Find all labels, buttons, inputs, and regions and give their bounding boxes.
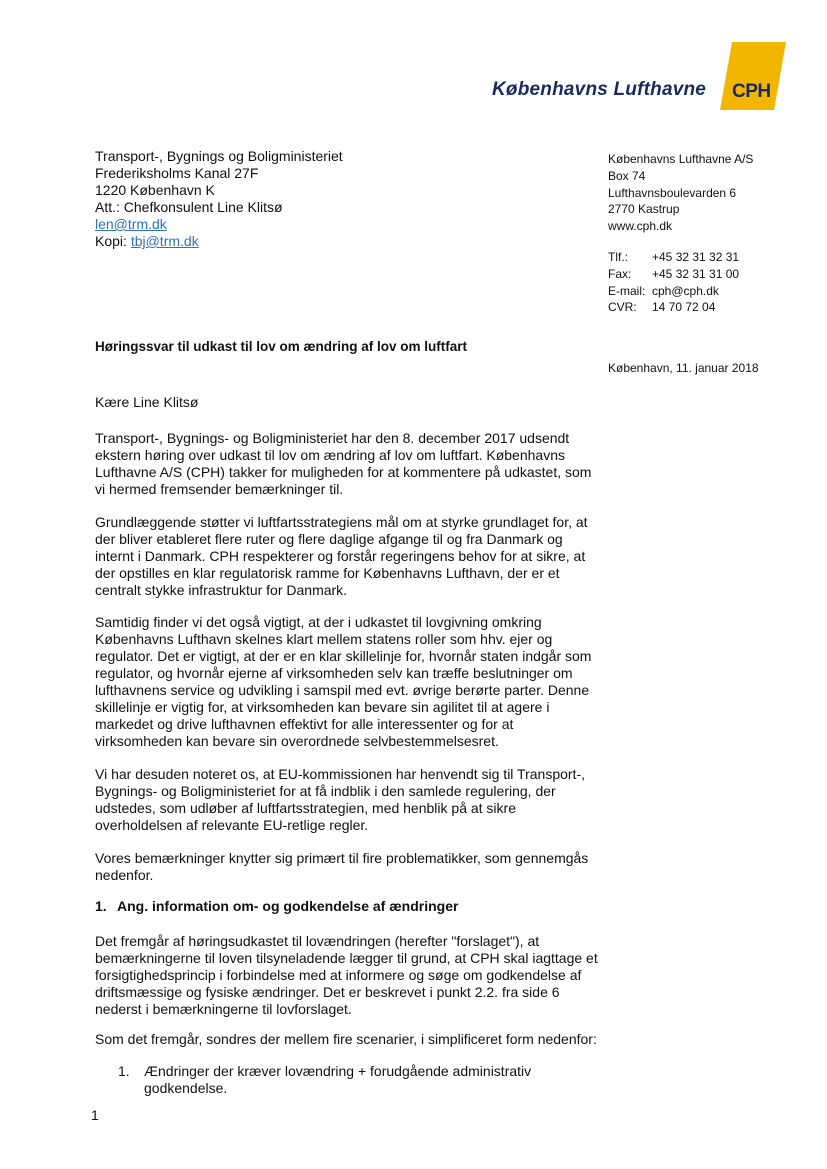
paragraph: [95, 766, 605, 834]
page-number: 1: [91, 1107, 99, 1123]
salutation: [95, 394, 605, 411]
paragraph: [95, 933, 605, 1018]
section-title: Ang. information om- og godkendelse af ændringer: [117, 898, 459, 914]
paragraph-line: overholdelsen af relevante EU-retlige regler.: [95, 817, 369, 833]
company-logo: [492, 40, 792, 112]
contact-label: Tlf.:: [608, 250, 628, 264]
paragraph-line: nederst i bemærkningerne til lovforslaget.: [95, 1001, 352, 1017]
contact-value: cph@cph.dk: [652, 283, 719, 298]
paragraph-line: Som det fremgår, sondres der mellem fire scenarier, i simplificeret form nedenfor:: [95, 1031, 597, 1047]
paragraph-line: ekstern høring over udkast til lov om ændring af lov om luftfart. Københavns: [95, 447, 565, 463]
paragraph-line: Københavns Lufthavn skelnes klart mellem statens roller som hhv. ejer og: [95, 631, 553, 647]
copy-email-link[interactable]: tbj@trm.dk: [130, 233, 199, 249]
paragraph-line: bemærkningerne til loven tilsyneladende lægger til grund, at CPH skal iagttage et: [95, 950, 598, 966]
paragraph-line: driftsmæssige og fysiske ændringer. Det er beskrevet i punkt 2.2. fra side 6: [95, 984, 560, 1000]
copy-label: Kopi:: [95, 233, 127, 249]
list-item-number: 1.: [118, 1063, 130, 1079]
paragraph-line: virksomheden kan bevare sin overordnede selvbestemmelsesret.: [95, 733, 499, 749]
paragraph: [95, 430, 605, 498]
paragraph-line: Vores bemærkninger knytter sig primært til fire problematikker, som gennemgås: [95, 850, 589, 866]
paragraph-line: forsigtighedsprincip i forbindelse med at informere og søge om godkendelse af: [95, 967, 582, 983]
paragraph-line: nedenfor.: [95, 867, 154, 883]
paragraph-line: Grundlæggende støtter vi luftfartsstrategiens mål om at styrke grundlaget for, at: [95, 514, 588, 530]
contact-label: Fax:: [608, 266, 632, 281]
paragraph-line: vi hermed fremsender bemærkninger til.: [95, 481, 344, 497]
sender-website: www.cph.dk: [608, 219, 673, 234]
recipient-line: Att.: Chefkonsulent Line Klitsø: [95, 199, 283, 215]
recipient-line: 1220 København K: [95, 182, 215, 198]
recipient-line: Frederiksholms Kanal 27F: [95, 165, 259, 181]
contact-row: [608, 249, 739, 266]
section-heading: [95, 898, 458, 914]
paragraph-line: der bliver etableret flere ruter og flere daglige afgange til og fra Danmark og: [95, 531, 563, 547]
sender-contact: [608, 249, 739, 316]
paragraph: [95, 614, 605, 750]
paragraph-line: Det fremgår af høringsudkastet til lovændringen (herefter "forslaget"), at: [95, 933, 540, 949]
paragraph-line: markedet og drive lufthavnen effektivt for alle interessenter og for at: [95, 716, 514, 732]
contact-row: [608, 283, 739, 300]
paragraph-line: Bygnings- og Boligministeriet for at få indblik i den samlede regulering, der: [95, 783, 556, 799]
paragraph-line: Transport-, Bygnings- og Boligministeriet har den 8. december 2017 udsendt: [95, 430, 570, 446]
paragraph-line: skillelinje er vigtig for, at virksomheden kan bevare sin agilitet til at agere i: [95, 699, 550, 715]
contact-value: +45 32 31 32 31: [652, 250, 740, 264]
salutation-text: Kære Line Klitsø: [95, 394, 199, 410]
paragraph-line: Vi har desuden noteret os, at EU-kommissionen har henvendt sig til Transport-,: [95, 766, 585, 782]
paragraph: [95, 1031, 605, 1048]
sender-line: Københavns Lufthavne A/S: [608, 152, 754, 166]
paragraph-line: Samtidig finder vi det også vigtigt, at der i udkastet til lovgivning omkring: [95, 614, 542, 630]
list-item-line: Ændringer der kræver lovændring + forudgående administrativ: [144, 1063, 532, 1079]
paragraph-line: internt i Danmark. CPH respekterer og forstår regeringens behov for at sikre, at: [95, 548, 586, 564]
list-item: [118, 1063, 531, 1097]
sender-line: Lufthavnsboulevarden 6: [608, 185, 737, 200]
contact-row: [608, 266, 739, 283]
sender-line: Box 74: [608, 168, 646, 183]
contact-row: [608, 299, 739, 316]
logo-wordmark: Københavns Lufthavne: [492, 79, 707, 100]
recipient-line: Transport-, Bygnings og Boligministeriet: [95, 148, 343, 164]
paragraph: [95, 514, 605, 599]
sender-address: [608, 151, 753, 235]
paragraph-line: udstedes, som udløber af luftfartsstrategien, med henblik på at sikre: [95, 800, 516, 816]
paragraph-line: centralt stykke infrastruktur for Danmark.: [95, 582, 348, 598]
recipient-address: [95, 148, 343, 250]
section-number: 1.: [95, 898, 107, 914]
paragraph-line: der opstilles en klar regulatorisk ramme for Københavns Lufthavn, der er et: [95, 565, 560, 581]
letter-date: København, 11. januar 2018: [608, 361, 759, 375]
logo-mark-text: CPH: [732, 81, 771, 102]
sender-line: 2770 Kastrup: [608, 202, 680, 217]
letter-subject: Høringssvar til udkast til lov om ændring af lov om luftfart: [95, 339, 468, 354]
paragraph: [95, 850, 605, 884]
contact-label: CVR:: [608, 300, 637, 315]
paragraph-line: Lufthavne A/S (CPH) takker for muligheden for at kommentere på udkastet, som: [95, 464, 592, 480]
contact-value: 14 70 72 04: [652, 300, 716, 315]
contact-label: E-mail:: [608, 283, 646, 298]
scenario-list: [118, 1063, 531, 1097]
recipient-email-link[interactable]: len@trm.dk: [95, 216, 167, 232]
contact-value: +45 32 31 31 00: [652, 266, 740, 281]
paragraph-line: lufthavnens service og udvikling i samspil med evt. øvrige berørte parter. Denne: [95, 682, 590, 698]
paragraph-line: regulator, og hvornår ejerne af virksomheden selv kan træffe beslutninger om: [95, 665, 573, 681]
list-item-line: godkendelse.: [144, 1080, 228, 1096]
paragraph-line: regulator. Det er vigtigt, at der er en klar skillelinje for, hvornår staten indgår som: [95, 648, 592, 664]
